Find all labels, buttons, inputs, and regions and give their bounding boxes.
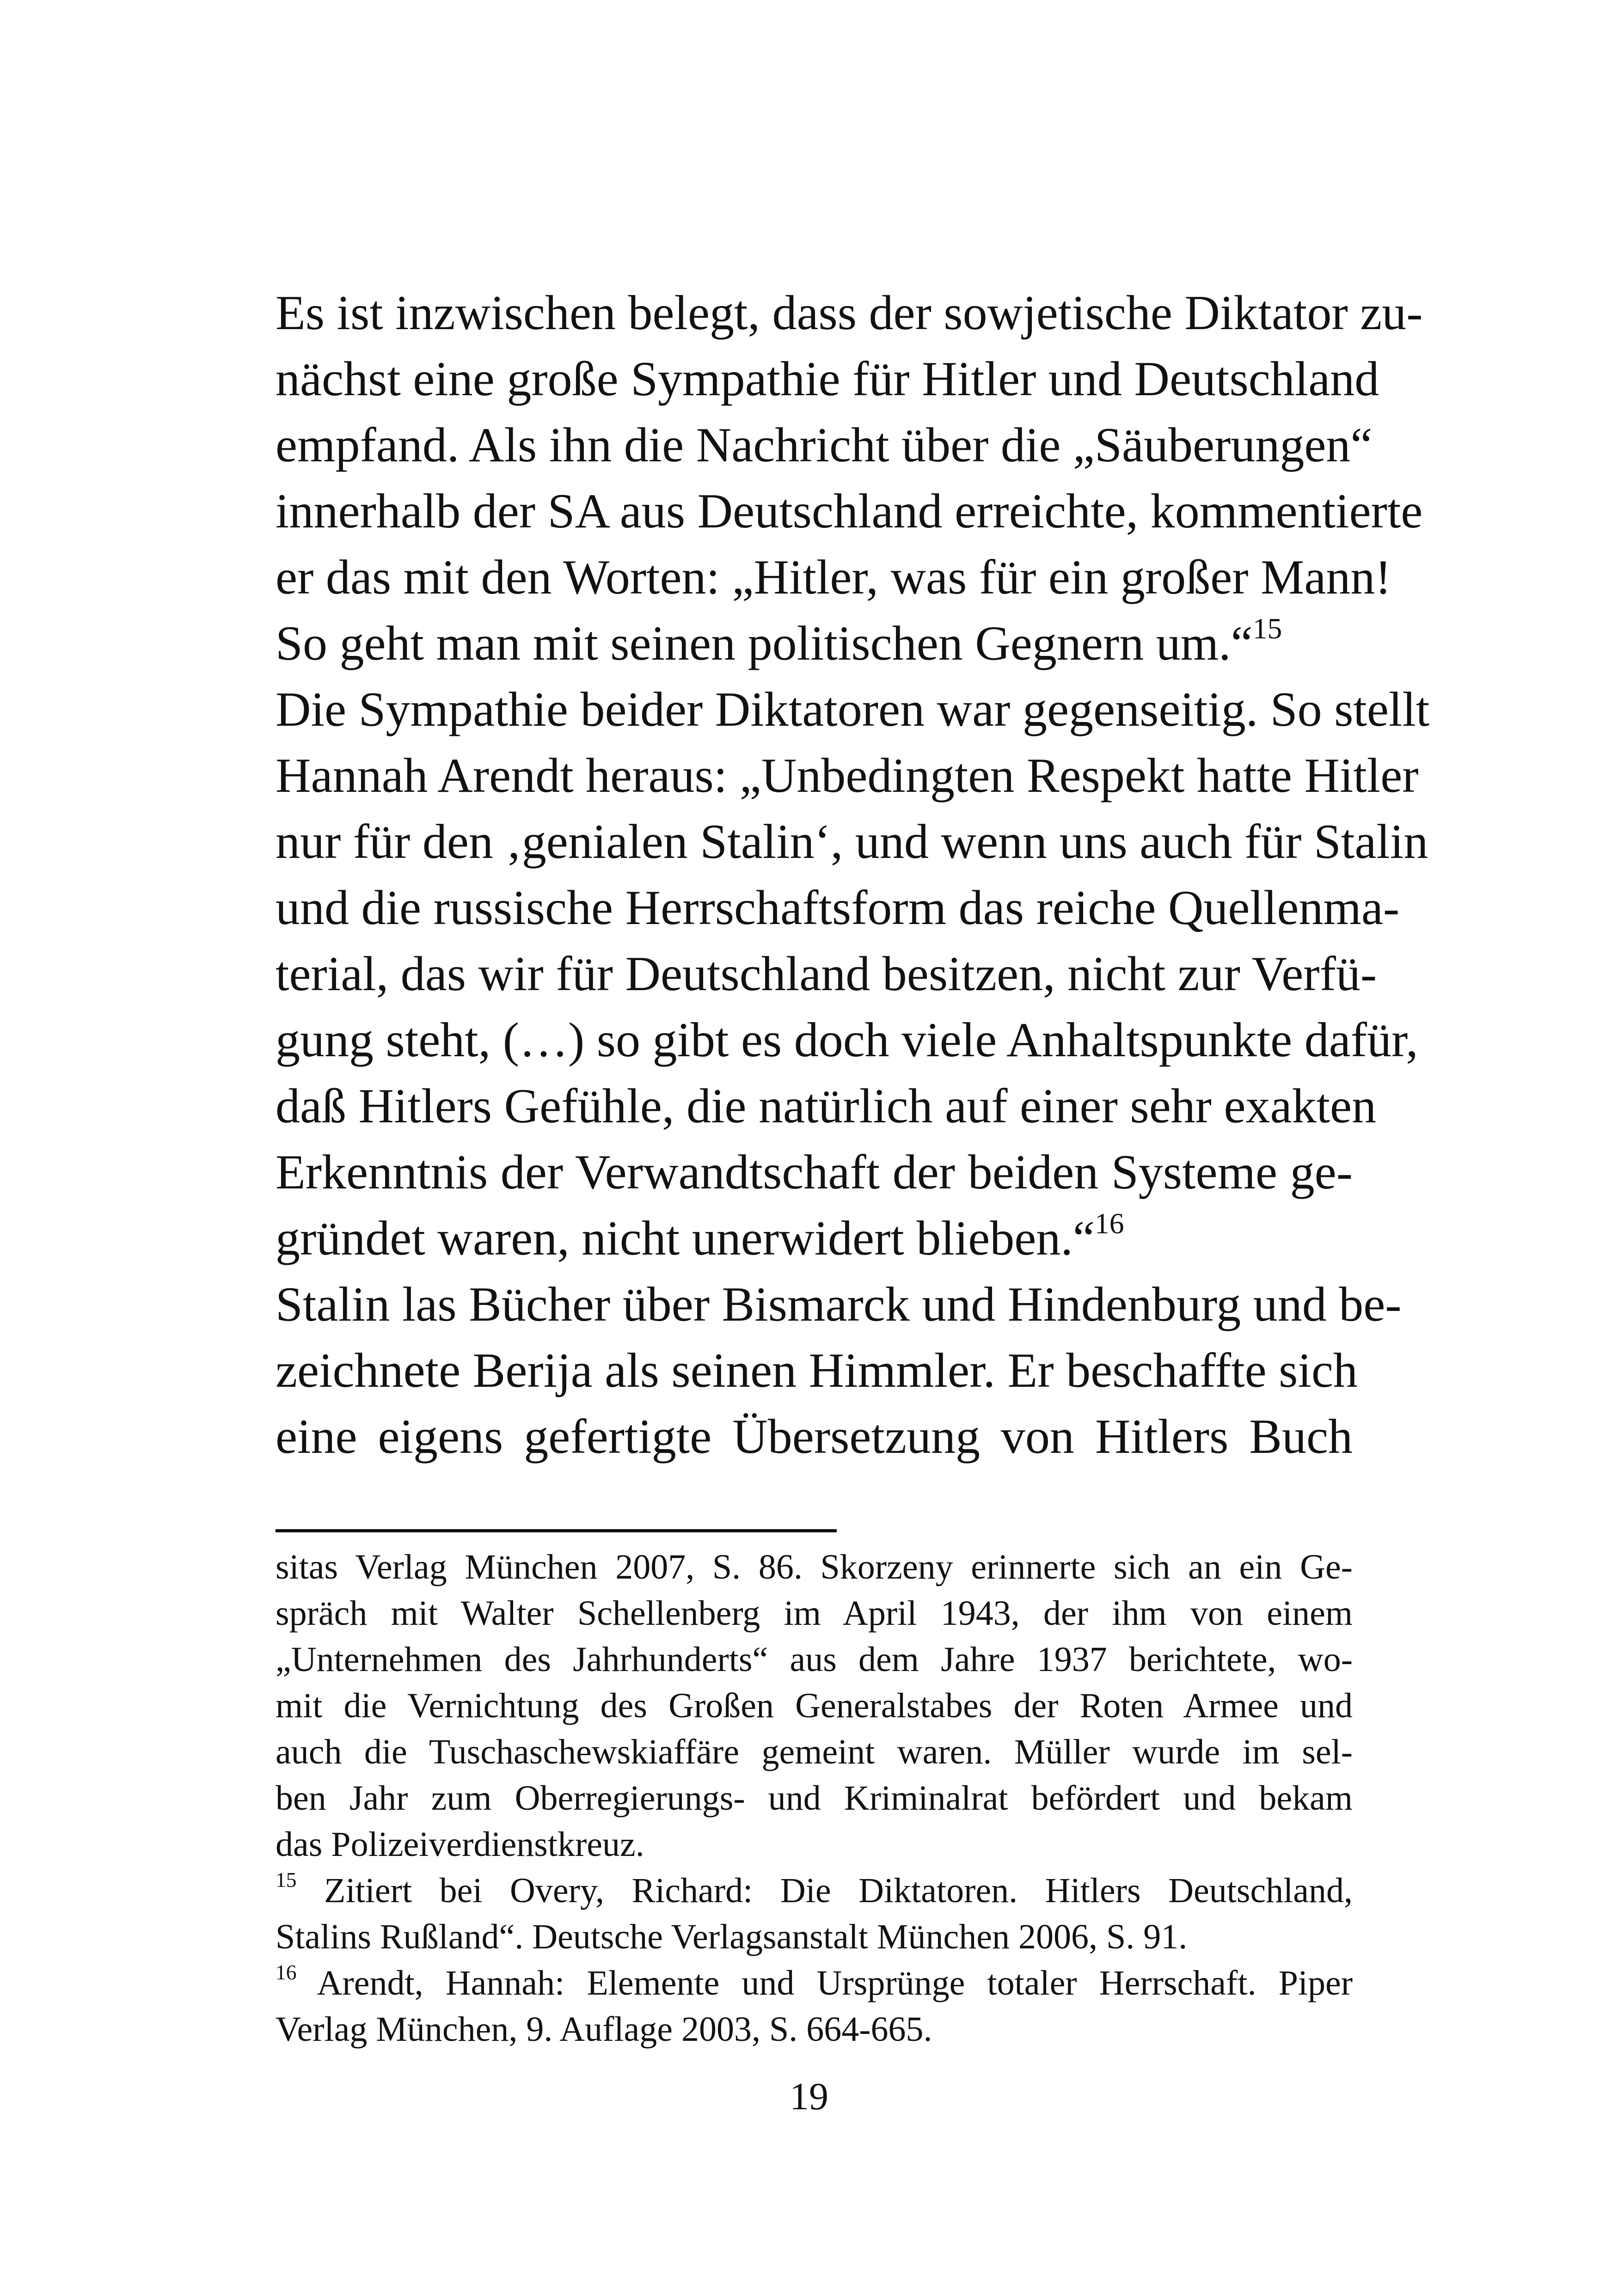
body-line: Stalin las Bücher über Bismarck und Hindenburg und be-	[276, 1277, 1402, 1331]
body-line: Die Sympathie beider Diktatoren war gegenseitig. So stellt	[276, 682, 1430, 736]
footnote-line: Stalins Rußland“. Deutsche Verlagsanstalt München 2006, S. 91.	[276, 1917, 1188, 1956]
footnote-line: „Unternehmen des Jahrhunderts“ aus dem Jahre 1937 berichtete, wo-	[276, 1640, 1353, 1679]
footnote-line: sitas Verlag München 2007, S. 86. Skorzeny erinnerte sich an ein Ge-	[276, 1548, 1353, 1586]
footnote-number: 16	[276, 1960, 297, 1984]
body-line: innerhalb der SA aus Deutschland erreichte, kommentierte	[276, 484, 1423, 538]
body-line: nur für den ‚genialen Stalin‘, und wenn uns auch für Stalin	[276, 814, 1428, 869]
footnote-text: Arendt, Hannah: Elemente und Ursprünge totaler Herrschaft. Piper	[317, 1964, 1353, 2002]
footnote-line: auch die Tuschaschewskiaffäre gemeint waren. Müller wurde im sel-	[276, 1733, 1353, 1771]
body-line-text: gründet waren, nicht unerwidert blieben.“	[276, 1211, 1095, 1265]
body-line: eine eigens gefertigte Übersetzung von Hitlers Buch	[276, 1409, 1353, 1463]
body-line: und die russische Herrschaftsform das reiche Quellenma-	[276, 881, 1400, 935]
body-line: zeichnete Berija als seinen Himmler. Er beschaffte sich	[276, 1343, 1358, 1397]
body-line: er das mit den Worten: „Hitler, was für ein großer Mann!	[276, 550, 1391, 604]
body-line: Erkenntnis der Verwandtschaft der beiden Systeme ge-	[276, 1145, 1353, 1199]
body-line-with-footnote-ref	[276, 1205, 1353, 1271]
footnote-ref-16[interactable]: 16	[1094, 1207, 1124, 1240]
body-line: empfand. Als ihn die Nachricht über die „Säuberungen“	[276, 418, 1373, 472]
footnote-line: spräch mit Walter Schellenberg im April 1943, der ihm von einem	[276, 1594, 1353, 1633]
footnote-line: mit die Vernichtung des Großen Generalstabes der Roten Armee und	[276, 1686, 1353, 1725]
body-line: terial, das wir für Deutschland besitzen, nicht zur Verfü-	[276, 947, 1377, 1001]
body-line-text: So geht man mit seinen politischen Gegnern um.“	[276, 616, 1253, 670]
body-line: daß Hitlers Gefühle, die natürlich auf einer sehr exakten	[276, 1079, 1377, 1133]
body-line: nächst eine große Sympathie für Hitler und Deutschland	[276, 352, 1379, 406]
footnote-16	[276, 1960, 1353, 2006]
body-line-with-footnote-ref	[276, 610, 1353, 676]
footnote-line: ben Jahr zum Oberregierungs- und Kriminalrat befördert und bekam	[276, 1779, 1353, 1818]
body-line: Es ist inzwischen belegt, dass der sowjetische Diktator zu-	[276, 286, 1423, 340]
body-line: Hannah Arendt heraus: „Unbedingten Respekt hatte Hitler	[276, 748, 1419, 802]
footnote-separator	[276, 1529, 837, 1532]
page-number: 19	[790, 2075, 828, 2118]
footnote-line: das Polizeiverdienstkreuz.	[276, 1825, 644, 1864]
footnote-text: Zitiert bei Overy, Richard: Die Diktatoren. Hitlers Deutschland,	[324, 1871, 1353, 1910]
footnote-line: Verlag München, 9. Auflage 2003, S. 664-665.	[276, 2010, 932, 2049]
body-line: gung steht, (…) so gibt es doch viele Anhaltspunkte dafür,	[276, 1013, 1418, 1067]
footnote-ref-15[interactable]: 15	[1252, 612, 1282, 645]
footnote-15	[276, 1867, 1353, 1914]
footnote-number: 15	[276, 1867, 297, 1892]
